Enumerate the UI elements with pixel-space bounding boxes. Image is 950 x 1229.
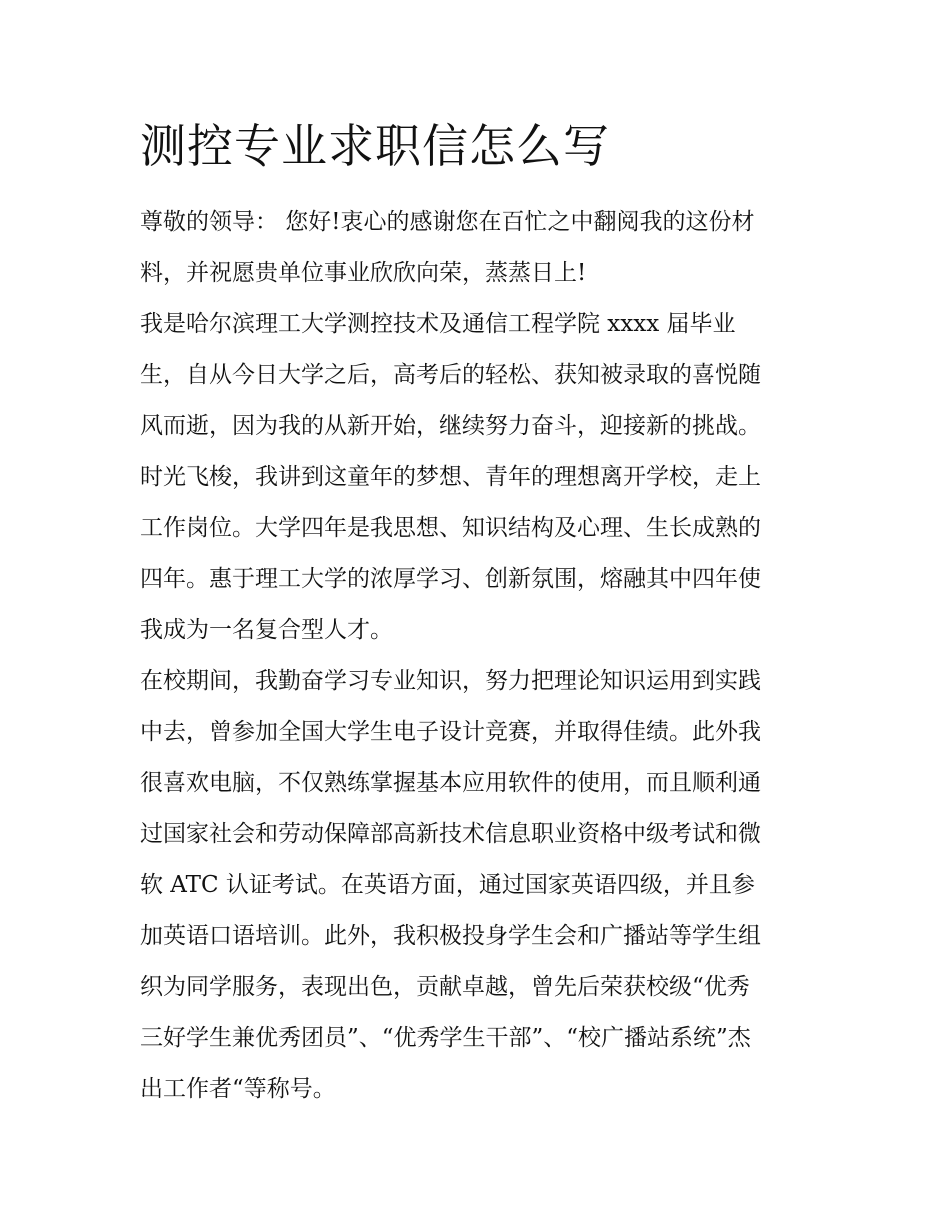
- body-line: 软 ATC 认证考试。在英语方面，通过国家英语四级，并且参: [140, 872, 755, 898]
- body-line: 我成为一名复合型人才。: [140, 617, 393, 643]
- body-line: 出工作者“等称号。: [140, 1076, 336, 1102]
- body-line: 尊敬的领导： 您好!衷心的感谢您在百忙之中翻阅我的这份材: [140, 209, 755, 235]
- body-line: 在校期间，我勤奋学习专业知识，努力把理论知识运用到实践: [140, 668, 761, 694]
- body-line: 织为同学服务，表现出色，贡献卓越，曾先后荣获校级“优秀: [140, 974, 750, 1000]
- body-line: 四年。惠于理工大学的浓厚学习、创新氛围，熔融其中四年使: [140, 566, 761, 592]
- body-line: 很喜欢电脑，不仅熟练掌握基本应用软件的使用，而且顺利通: [140, 770, 761, 796]
- body-line: 风而逝，因为我的从新开始，继续努力奋斗，迎接新的挑战。: [140, 413, 761, 439]
- letter-body: [140, 197, 830, 1115]
- body-line: 加英语口语培训。此外，我积极投身学生会和广播站等学生组: [140, 923, 761, 949]
- body-line: 中去，曾参加全国大学生电子设计竞赛，并取得佳绩。此外我: [140, 719, 761, 745]
- body-line: 时光飞梭，我讲到这童年的梦想、青年的理想离开学校，走上: [140, 464, 761, 490]
- body-line: 料，并祝愿贵单位事业欣欣向荣，蒸蒸日上!: [140, 260, 587, 286]
- body-line: 过国家社会和劳动保障部高新技术信息职业资格中级考试和微: [140, 821, 761, 847]
- body-line: 生，自从今日大学之后，高考后的轻松、获知被录取的喜悦随: [140, 362, 761, 388]
- body-line: 我是哈尔滨理工大学测控技术及通信工程学院 xxxx 届毕业: [140, 311, 736, 337]
- body-line: 工作岗位。大学四年是我思想、知识结构及心理、生长成熟的: [140, 515, 761, 541]
- page-title: 测控专业求职信怎么写: [140, 119, 610, 173]
- body-line: 三好学生兼优秀团员”、“优秀学生干部”、“校广播站系统”杰: [140, 1025, 751, 1051]
